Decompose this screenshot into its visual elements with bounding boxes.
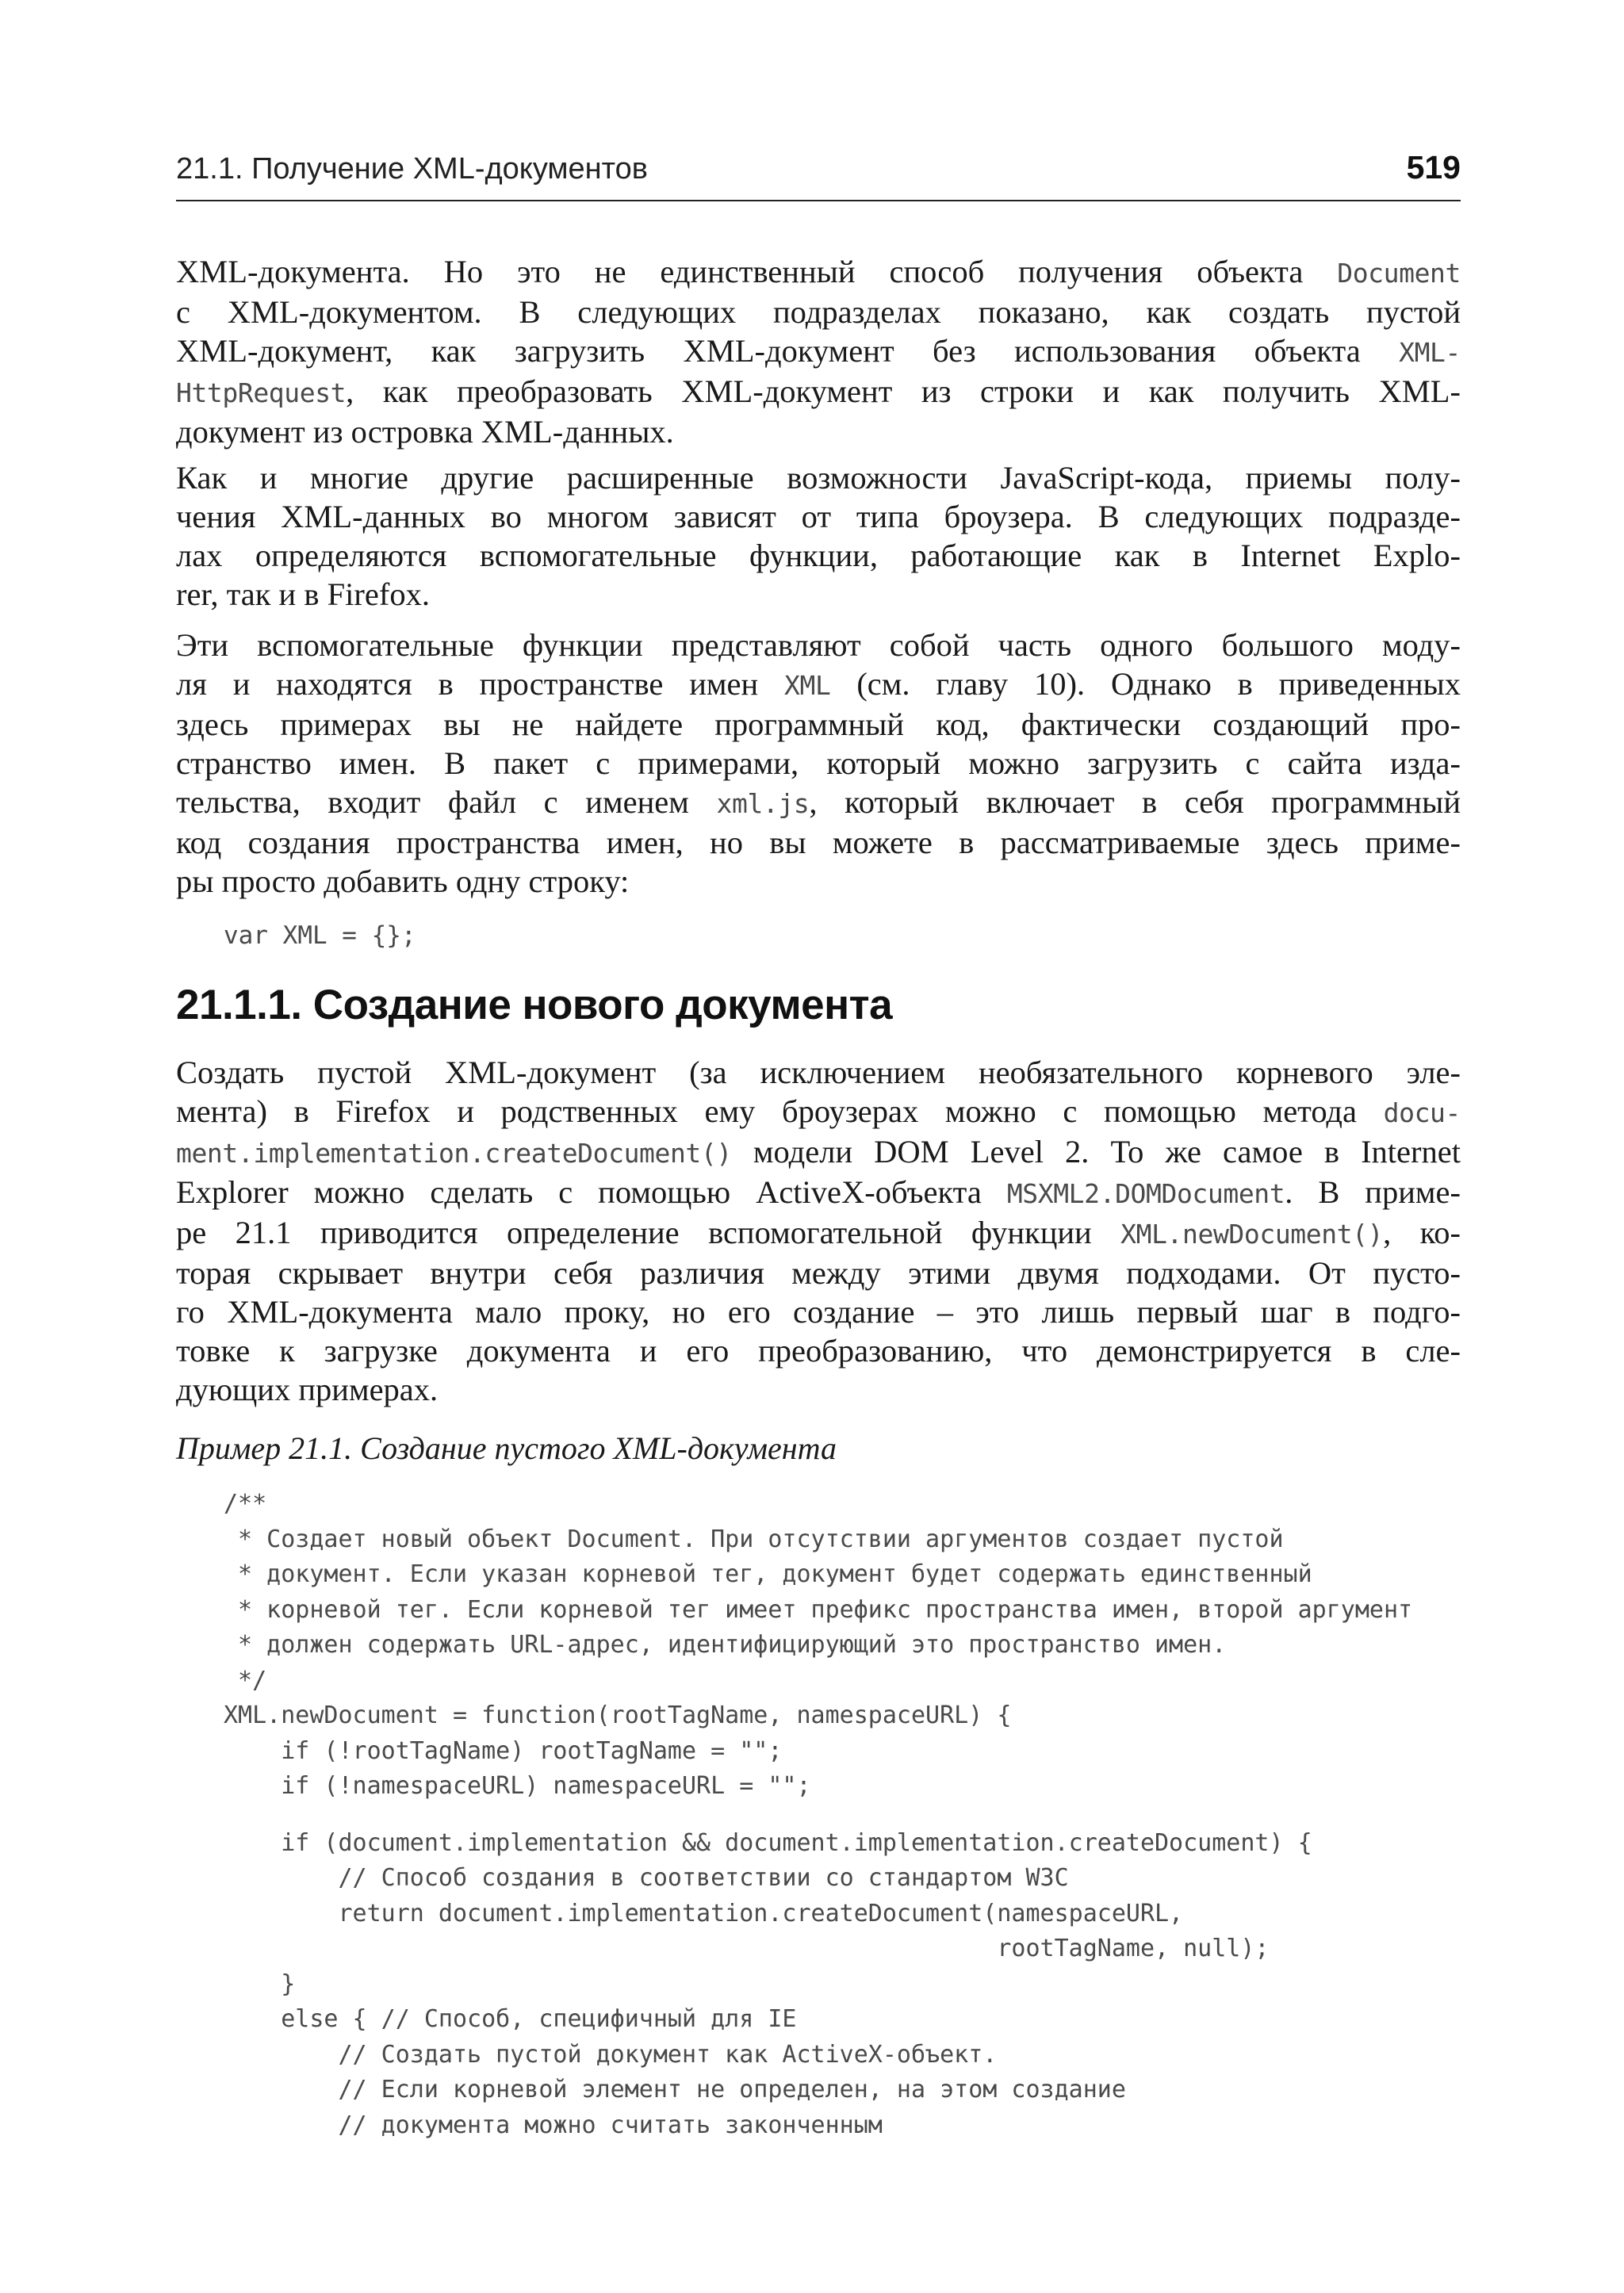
text-run: , ко- (1383, 1215, 1461, 1250)
code-snippet: var XML = {}; (224, 921, 416, 950)
text-line (176, 1132, 1461, 1173)
text-line (176, 664, 1461, 705)
text-line (176, 783, 1461, 823)
page-number: 519 (1406, 149, 1461, 186)
text-line: rer, так и в Firefox. (176, 576, 430, 612)
code-blank-line (224, 1805, 1412, 1826)
inline-code: XML- (1399, 337, 1461, 368)
text-run: XML-документ, как загрузить XML-документ без использования объекта (176, 333, 1400, 369)
intro-paragraph-2 (176, 458, 1461, 614)
code-line: XML.newDocument = function(rootTagName, namespaceURL) { (224, 1702, 1012, 1729)
code-line: rootTagName, null); (224, 1935, 1270, 1962)
text-line: лах определяются вспомогательные функции, работающие как в Internet Explo- (176, 538, 1461, 573)
running-header (176, 151, 1461, 201)
text-line: Создать пустой XML-документ (за исключением необязательного корневого эле- (176, 1055, 1461, 1090)
text-line: Как и многие другие расширенные возможности JavaScript-кода, приемы полу- (176, 460, 1461, 496)
code-line: if (!rootTagName) rootTagName = ""; (224, 1736, 783, 1765)
inline-code: HttpRequest (176, 377, 347, 408)
code-listing (224, 1487, 1412, 2143)
code-line: * документ. Если указан корневой тег, документ будет содержать единственный (224, 1560, 1312, 1588)
text-line: документ из островка XML-данных. (176, 414, 674, 450)
code-line: // документа можно считать законченным (224, 2111, 883, 2139)
text-line: чения XML-данных во многом зависят от типа броузера. В следующих подразде- (176, 499, 1461, 534)
text-run: ля и находятся в пространстве имен (176, 666, 785, 702)
text-run: , как преобразовать XML-документ из строки и как получить XML- (346, 373, 1461, 409)
text-line (176, 331, 1461, 372)
code-line: * корневой тег. Если корневой тег имеет префикс пространства имен, второй аргумент (224, 1595, 1413, 1624)
inline-code: Document (1337, 258, 1461, 289)
code-line: * Создает новый объект Document. При отсутствии аргументов создает пустой (224, 1525, 1284, 1553)
text-run: тельства, входит файл с именем (176, 784, 717, 820)
text-line: дующих примерах. (176, 1372, 439, 1407)
text-line (176, 372, 1461, 412)
inline-code: ment.implementation.createDocument() (176, 1138, 732, 1169)
text-line: здесь примерах вы не найдете программный код, фактически создающий про- (176, 706, 1461, 742)
code-line: * должен содержать URL-адрес, идентифицирующий это пространство имен. (224, 1631, 1227, 1659)
text-run: мента) в Firefox и родственных ему броузерах можно с помощью метода (176, 1093, 1384, 1129)
text-line (176, 1173, 1461, 1213)
code-line: return document.implementation.createDocument(namespaceURL, (224, 1899, 1184, 1927)
text-line: странство имен. В пакет с примерами, который можно загрузить с сайта изда- (176, 745, 1461, 781)
code-line: // Создать пустой документ как ActiveX-объект. (224, 2040, 998, 2069)
section-heading: 21.1.1. Создание нового документа (176, 982, 893, 1028)
code-line: // Способ создания в соответствии со стандартом W3C (224, 1864, 1069, 1892)
code-line: } (224, 1970, 296, 1998)
text-run: ре 21.1 приводится определение вспомогательной функции (176, 1215, 1121, 1250)
text-line: ры просто добавить одну строку: (176, 863, 630, 899)
text-run: (см. главу 10). Однако в приведенных (830, 666, 1461, 702)
text-line: го XML-документа мало проку, но его создание – это лишь первый шаг в подго- (176, 1294, 1461, 1330)
running-title: 21.1. Получение XML-документов (176, 152, 648, 186)
text-run: Explorer можно сделать с помощью ActiveX-объекта (176, 1174, 1007, 1210)
code-line: if (!namespaceURL) namespaceURL = ""; (224, 1772, 811, 1800)
inline-code: XML (784, 670, 831, 701)
text-run: модели DOM Level 2. То же самое в Internet (731, 1134, 1461, 1169)
section-paragraph (176, 1053, 1461, 1409)
text-line (176, 1092, 1461, 1132)
code-line: if (document.implementation && document.implementation.createDocument) { (224, 1828, 1312, 1857)
code-line: // Если корневой элемент не определен, на этом создание (224, 2076, 1126, 2104)
text-run: XML-документа. Но это не единственный способ получения объекта (176, 254, 1338, 289)
text-line (176, 1213, 1461, 1254)
inline-code: MSXML2.DOMDocument (1006, 1178, 1285, 1209)
intro-paragraph-3 (176, 626, 1461, 901)
text-line: Эти вспомогательные функции представляют собой часть одного большого моду- (176, 627, 1461, 663)
text-line: товке к загрузке документа и его преобразованию, что демонстрируется в сле- (176, 1333, 1461, 1369)
text-run: . В приме- (1285, 1174, 1461, 1210)
text-run: , который включает в себя программный (809, 784, 1461, 820)
inline-code: xml.js (716, 788, 810, 819)
text-line: с XML-документом. В следующих подразделах показано, как создать пустой (176, 294, 1461, 330)
text-line: код создания пространства имен, но вы можете в рассматриваемые здесь приме- (176, 825, 1461, 860)
inline-code: XML.newDocument() (1120, 1219, 1384, 1250)
text-line: торая скрывает внутри себя различия между этими двумя подходами. От пусто- (176, 1255, 1461, 1291)
example-caption: Пример 21.1. Создание пустого XML-документа (176, 1430, 837, 1466)
intro-paragraph-1 (176, 252, 1461, 451)
inline-code: docu- (1383, 1097, 1461, 1128)
code-line: else { // Способ, специфичный для IE (224, 2005, 797, 2033)
text-line (176, 252, 1461, 293)
code-line: */ (224, 1666, 267, 1694)
code-line: /** (224, 1490, 267, 1518)
